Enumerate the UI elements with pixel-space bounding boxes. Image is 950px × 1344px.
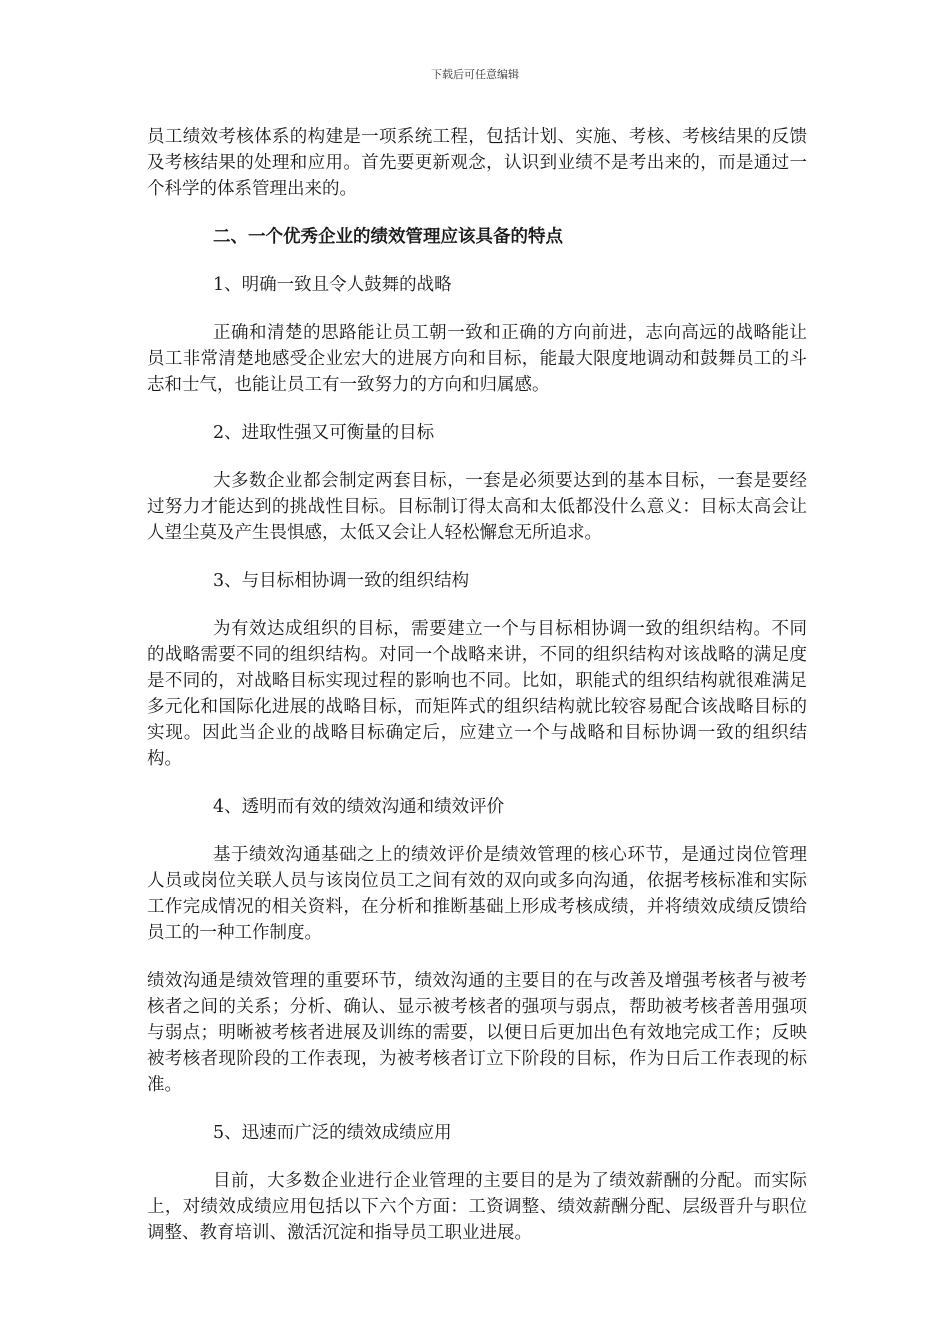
item-paragraph-1: 正确和清楚的思路能让员工朝一致和正确的方向前进，志向高远的战略能让员工非常清楚地感受企业宏大的进展方向和目标，能最大限度地调动和鼓舞员工的斗志和士气，也能让员工有一致努力的方向和归属感。 — [147, 323, 807, 395]
item-paragraph-3: 为有效达成组织的目标，需要建立一个与目标相协调一致的组织结构。不同的战略需要不同的组织结构。对同一个战略来讲，不同的组织结构对该战略的满足度是不同的，对战略目标实现过程的影响也不同。比如，职能式的组织结构就很难满足多元化和国际化进展的战略目标，而矩阵式的组织结构就比较容易配合该战略目标的实现。因此当企业的战略目标确定后，应建立一个与战略和目标协调一致的组织结构。 — [147, 619, 807, 769]
item-title-3: 3、与目标相协调一致的组织结构 — [213, 571, 470, 591]
item-paragraph-5: 目前，大多数企业进行企业管理的主要目的是为了绩效薪酬的分配。而实际上，对绩效成绩应用包括以下六个方面：工资调整、绩效薪酬分配、层级晋升与职位调整、教育培训、激活沉淀和指导员工职业进展。 — [147, 1171, 807, 1243]
item-title-5: 5、迅速而广泛的绩效成绩应用 — [213, 1123, 452, 1143]
item-title-4: 4、透明而有效的绩效沟通和绩效评价 — [213, 797, 505, 817]
item-title-1: 1、明确一致且令人鼓舞的战略 — [213, 275, 452, 295]
item-paragraph-4b: 绩效沟通是绩效管理的重要环节，绩效沟通的主要目的在与改善及增强考核者与被考核者之间的关系；分析、确认、显示被考核者的强项与弱点，帮助被考核者善用强项与弱点；明晰被考核者进展及训练的需要，以便日后更加出色有效地完成工作；反映被考核者现阶段的工作表现，为被考核者订立下阶段的目标，作为日后工作表现的标准。 — [147, 971, 807, 1095]
document-body — [147, 124, 807, 1246]
item-title-2: 2、进取性强又可衡量的目标 — [213, 423, 435, 443]
section-title: 二、一个优秀企业的绩效管理应该具备的特点 — [213, 227, 563, 247]
intro-paragraph: 员工绩效考核体系的构建是一项系统工程，包括计划、实施、考核、考核结果的反馈及考核结果的处理和应用。首先要更新观念，认识到业绩不是考出来的，而是通过一个科学的体系管理出来的。 — [147, 127, 807, 199]
item-paragraph-2: 大多数企业都会制定两套目标，一套是必须要达到的基本目标，一套是要经过努力才能达到的挑战性目标。目标制订得太高和太低都没什么意义：目标太高会让人望尘莫及产生畏惧感，太低又会让人轻松懈怠无所追求。 — [147, 471, 807, 543]
item-paragraph-4a: 基于绩效沟通基础之上的绩效评价是绩效管理的核心环节，是通过岗位管理人员或岗位关联人员与该岗位员工之间有效的双向或多向沟通，依据考核标准和实际工作完成情况的相关资料，在分析和推断基础上形成考核成绩，并将绩效成绩反馈给员工的一种工作制度。 — [147, 845, 807, 943]
header-note: 下载后可任意编辑 — [431, 68, 519, 81]
